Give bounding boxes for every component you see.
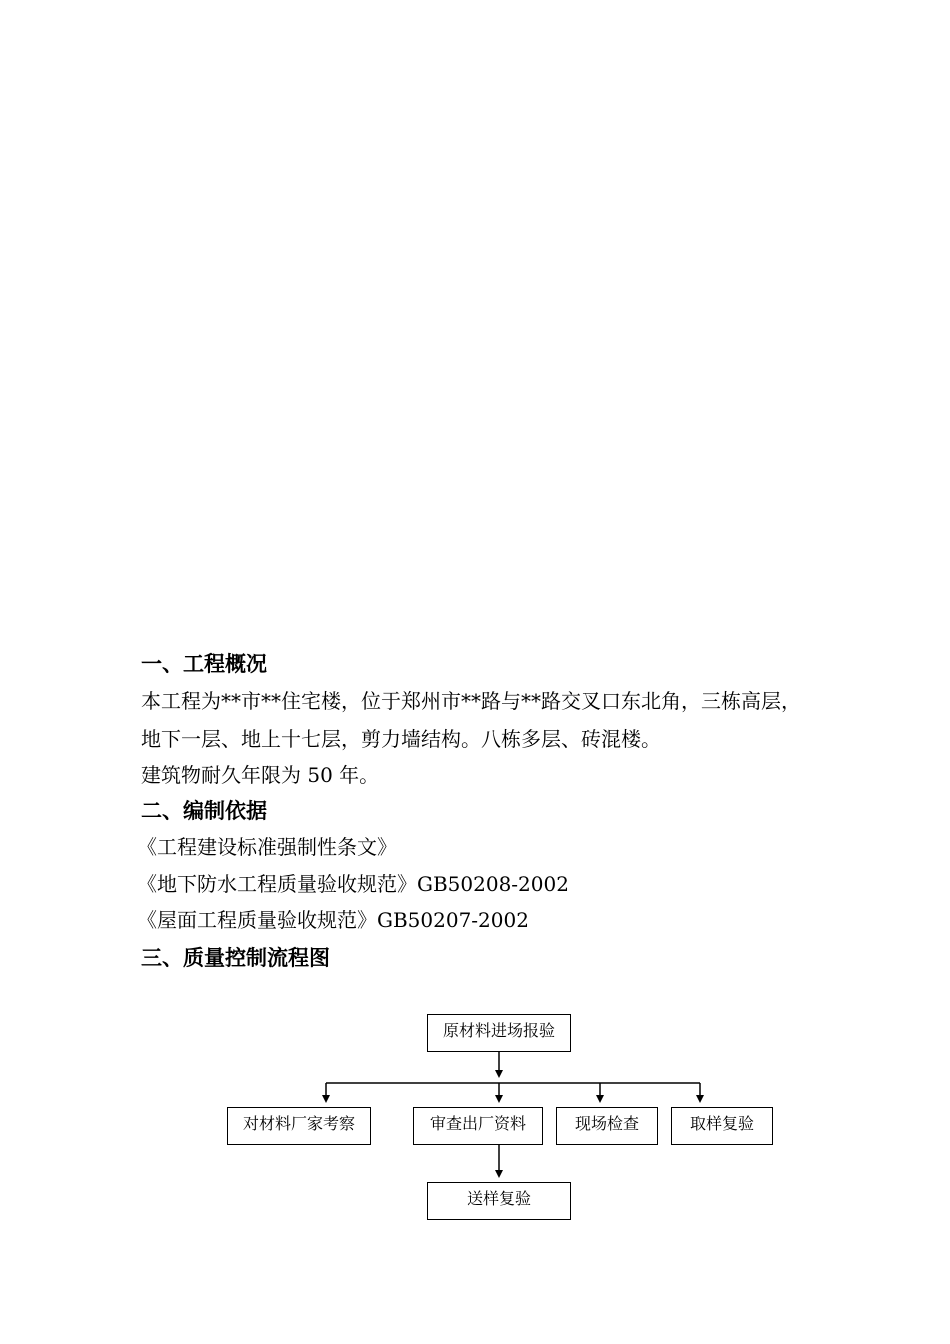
section-heading-flowchart: 三、质量控制流程图 — [141, 946, 330, 970]
flow-box-branch-1: 对材料厂家考察 — [227, 1107, 371, 1145]
section-heading-basis: 二、编制依据 — [141, 799, 267, 823]
flow-box-bottom: 送样复验 — [427, 1182, 571, 1220]
overview-line-1: 本工程为**市**住宅楼，位于郑州市**路与**路交叉口东北角，三栋高层， — [141, 689, 801, 713]
overview-line-3: 建筑物耐久年限为 50 年。 — [141, 763, 380, 787]
basis-item-1: 《工程建设标准强制性条文》 — [137, 835, 397, 859]
flow-box-branch-4: 取样复验 — [671, 1107, 773, 1145]
basis-item-3: 《屋面工程质量验收规范》GB50207-2002 — [137, 908, 529, 932]
flow-box-branch-2: 审查出厂资料 — [413, 1107, 543, 1145]
basis-item-2: 《地下防水工程质量验收规范》GB50208-2002 — [137, 872, 569, 896]
overview-line-2: 地下一层、地上十七层，剪力墙结构。八栋多层、砖混楼。 — [141, 727, 661, 751]
flow-box-branch-3: 现场检查 — [556, 1107, 658, 1145]
flow-box-top: 原材料进场报验 — [427, 1014, 571, 1052]
section-heading-overview: 一、工程概况 — [141, 652, 267, 676]
